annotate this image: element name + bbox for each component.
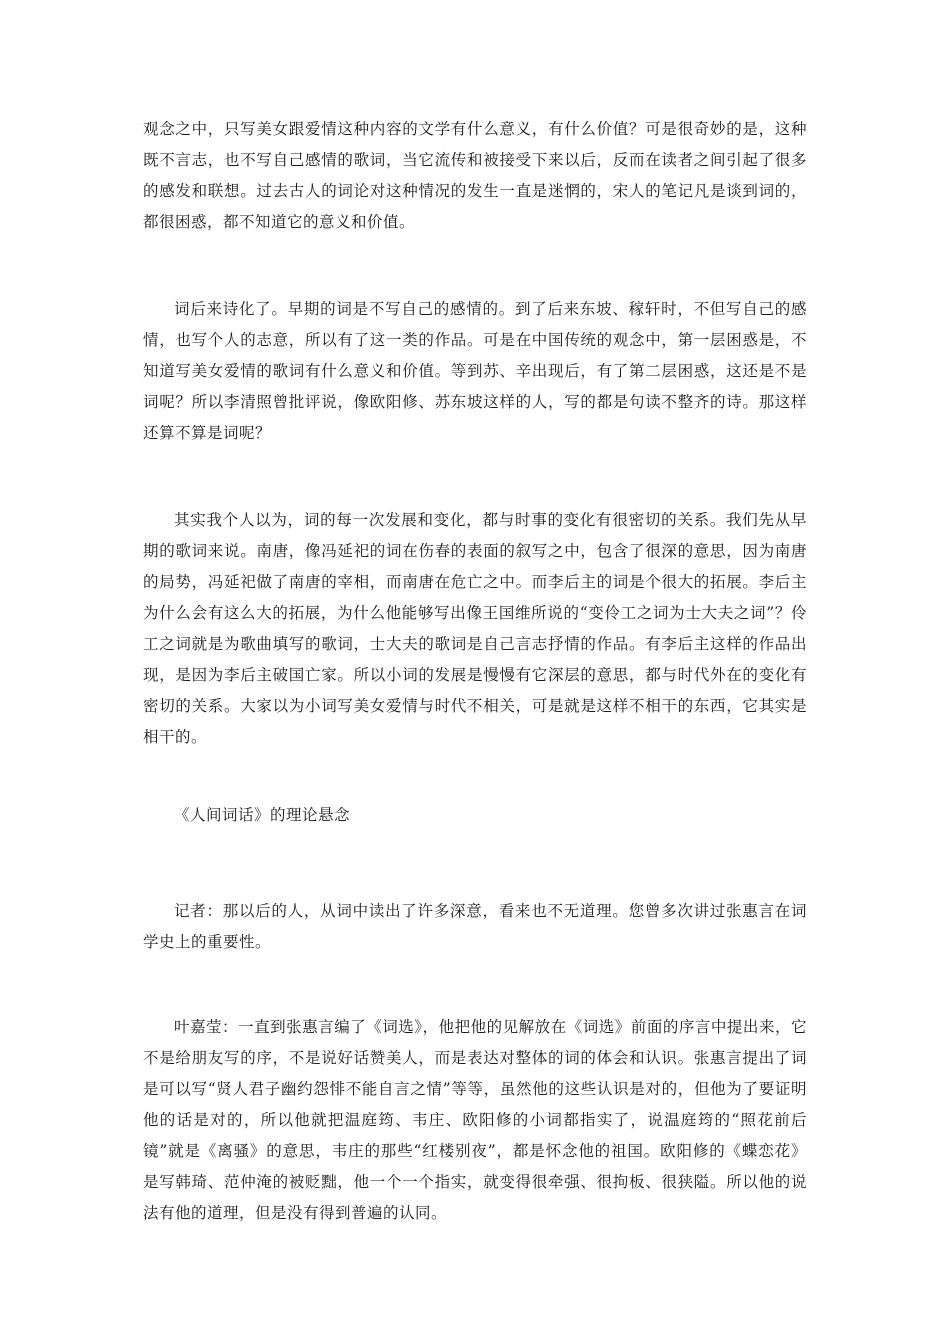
paragraph-ci-shihua: 词后来诗化了。早期的词是不写自己的感情的。到了后来东坡、稼轩时，不但写自己的感情，也写个人的志意，所以有了这一类的作品。可是在中国传统的观念中，第一层困惑是，不知道写美女爱情的歌词有什么意义和价值。等到苏、辛出现后，有了第二层困惑，这还是不是词呢？所以李清照曾批评说，像欧阳修、苏东坡这样的人，写的都是句读不整齐的诗。那这样还算不算是词呢？ [143, 300, 807, 442]
section-heading: 《人间词话》的理论悬念 [174, 806, 351, 824]
paragraph-development-and-times: 其实我个人以为，词的每一次发展和变化，都与时事的变化有很密切的关系。我们先从早期的歌词来说。南唐，像冯延祀的词在伤春的表面的叙写之中，包含了很深的意思，因为南唐的局势，冯延祀做了南唐的宰相，而南唐在危亡之中。而李后主的词是个很大的拓展。李后主为什么会有这么大的拓展，为什么他能够写出像王国维所说的“变伶工之词为士大夫之词”？伶工之词就是为歌曲填写的歌词，士大夫的歌词是自己言志抒情的作品。有李后主这样的作品出现，是因为李后主破国亡家。所以小词的发展是慢慢有它深层的意思，都与时代外在的变化有密切的关系。大家以为小词写美女爱情与时代不相关，可是就是这样不相干的东西，它其实是相干的。 [143, 511, 807, 746]
paragraph-reporter-question: 记者：那以后的人，从词中读出了许多深意，看来也不无道理。您曾多次讲过张惠言在词学史上的重要性。 [143, 902, 807, 951]
paragraph-continuation: 观念之中，只写美女跟爱情这种内容的文学有什么意义，有什么价值？可是很奇妙的是，这种既不言志，也不写自己感情的歌词，当它流传和被接受下来以后，反而在读者之间引起了很多的感发和联想。过去古人的词论对这种情况的发生一直是迷惘的，宋人的笔记凡是谈到词的，都很困惑，都不知道它的意义和价值。 [143, 120, 807, 231]
paragraph-ye-jiaying-answer: 叶嘉莹：一直到张惠言编了《词选》，他把他的见解放在《词选》前面的序言中提出来，它不是给朋友写的序，不是说好话赞美人，而是表达对整体的词的体会和认识。张惠言提出了词是可以写“贤人君子幽约怨悱不能自言之情”等等，虽然他的这些认识是对的，但他为了要证明他的话是对的，所以他就把温庭筠、韦庄、欧阳修的小词都指实了，说温庭筠的“照花前后镜”就是《离骚》的意思，韦庄的那些“红楼别夜”，都是怀念他的祖国。欧阳修的《蝶恋花》是写韩琦、范仲淹的被贬黜，他一个一个指实，就变得很牵强、很拘板、很狭隘。所以他的说法有他的道理，但是没有得到普遍的认同。 [143, 1018, 807, 1222]
